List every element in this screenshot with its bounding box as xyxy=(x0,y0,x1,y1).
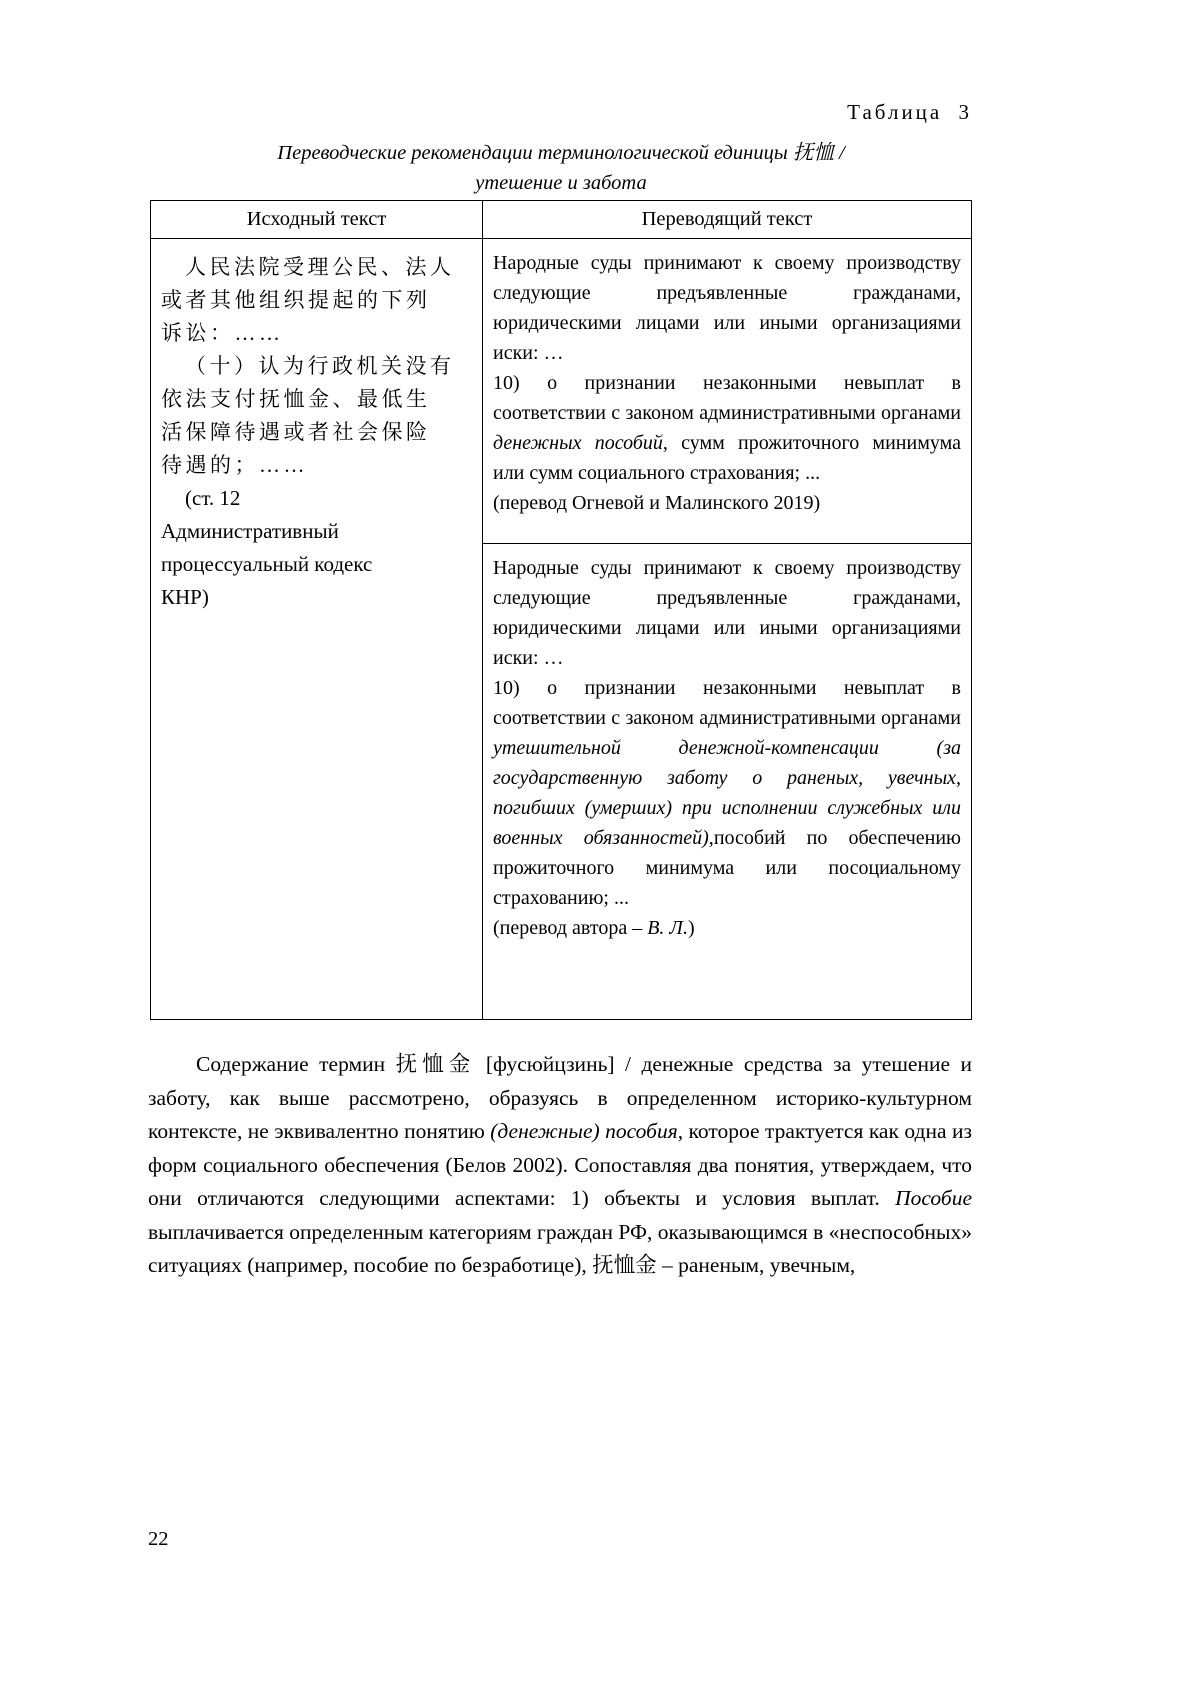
page-number: 22 xyxy=(148,1528,169,1550)
source-reference-line: КНР) xyxy=(161,585,209,609)
source-line: 或者其他组织提起的下列 xyxy=(161,288,431,312)
table-header-source: Исходный текст xyxy=(151,201,483,238)
source-line: 待遇的；…… xyxy=(161,453,308,477)
source-text-cell xyxy=(151,239,483,1019)
translation-1-intro: Народные суды принимают к своему производству следующие предъявленные гражданами, юридическими лицами или иными организациями иски: … xyxy=(493,252,961,364)
table-caption-line2: утешение и забота xyxy=(475,172,647,194)
source-line: 人民法院受理公民、法人 xyxy=(185,255,455,279)
source-line: （十）认为行政机关没有 xyxy=(185,354,455,378)
target-text-column xyxy=(483,239,971,1019)
source-reference-line: процессуальный кодекс xyxy=(161,552,373,576)
translation-cell-1 xyxy=(483,239,971,544)
table-header-row xyxy=(151,201,971,239)
table-number-label: Таблица 3 xyxy=(847,100,972,124)
translation-1-attribution: (перевод Огневой и Малинского 2019) xyxy=(493,492,821,514)
translation-2-item: 10) о признании незаконными невыплат в соответствии с законом административными органами утешительной денежной-компенсации (за государственную заботу о раненых, увечных, погибших (умерших) при исполнении служебных или военных обязанностей),пособий по обеспечению прожиточного минимума или посоциальному страхованию; ... xyxy=(493,677,961,909)
translation-2-intro: Народные суды принимают к своему производству следующие предъявленные гражданами, юридическими лицами или иными организациями иски: … xyxy=(493,557,961,669)
source-reference-line: Административный xyxy=(161,519,339,543)
source-line: 活保障待遇或者社会保险 xyxy=(161,420,431,444)
table-caption xyxy=(150,138,972,198)
source-reference-line: (ст. 12 xyxy=(185,486,241,510)
translation-1-item: 10) о признании незаконными невыплат в соответствии с законом административными органами денежных пособий, сумм прожиточного минимума или сумм социального страхования; ... xyxy=(493,372,961,484)
table-caption-line1: Переводческие рекомендации терминологической единицы 抚恤 / xyxy=(277,142,845,164)
body-paragraph: Содержание термин 抚恤金 [фусюйцзинь] / денежные средства за утешение и заботу, как выше рассмотрено, образуясь в определенном историко-культурном контексте, не эквивалентно понятию (денежные) пособия, которое трактуется как одна из форм социального обеспечения (Белов 2002). Сопоставляя два понятия, утверждаем, что они отличаются следующими аспектами: 1) объекты и условия выплат. Пособие выплачивается определенным категориям граждан РФ, оказывающимся в «неспособных» ситуациях (например, пособие по безработице), 抚恤金 – раненым, увечным, xyxy=(148,1052,972,1277)
table-header-target: Переводящий текст xyxy=(641,208,813,230)
source-line: 依法支付抚恤金、最低生 xyxy=(161,387,431,411)
translation-cell-2 xyxy=(483,544,971,1019)
translation-2-attribution: (перевод автора – В. Л.) xyxy=(493,917,695,939)
translation-table xyxy=(150,200,972,1020)
table-body-row xyxy=(151,239,971,1019)
source-line: 诉讼：…… xyxy=(161,321,284,345)
